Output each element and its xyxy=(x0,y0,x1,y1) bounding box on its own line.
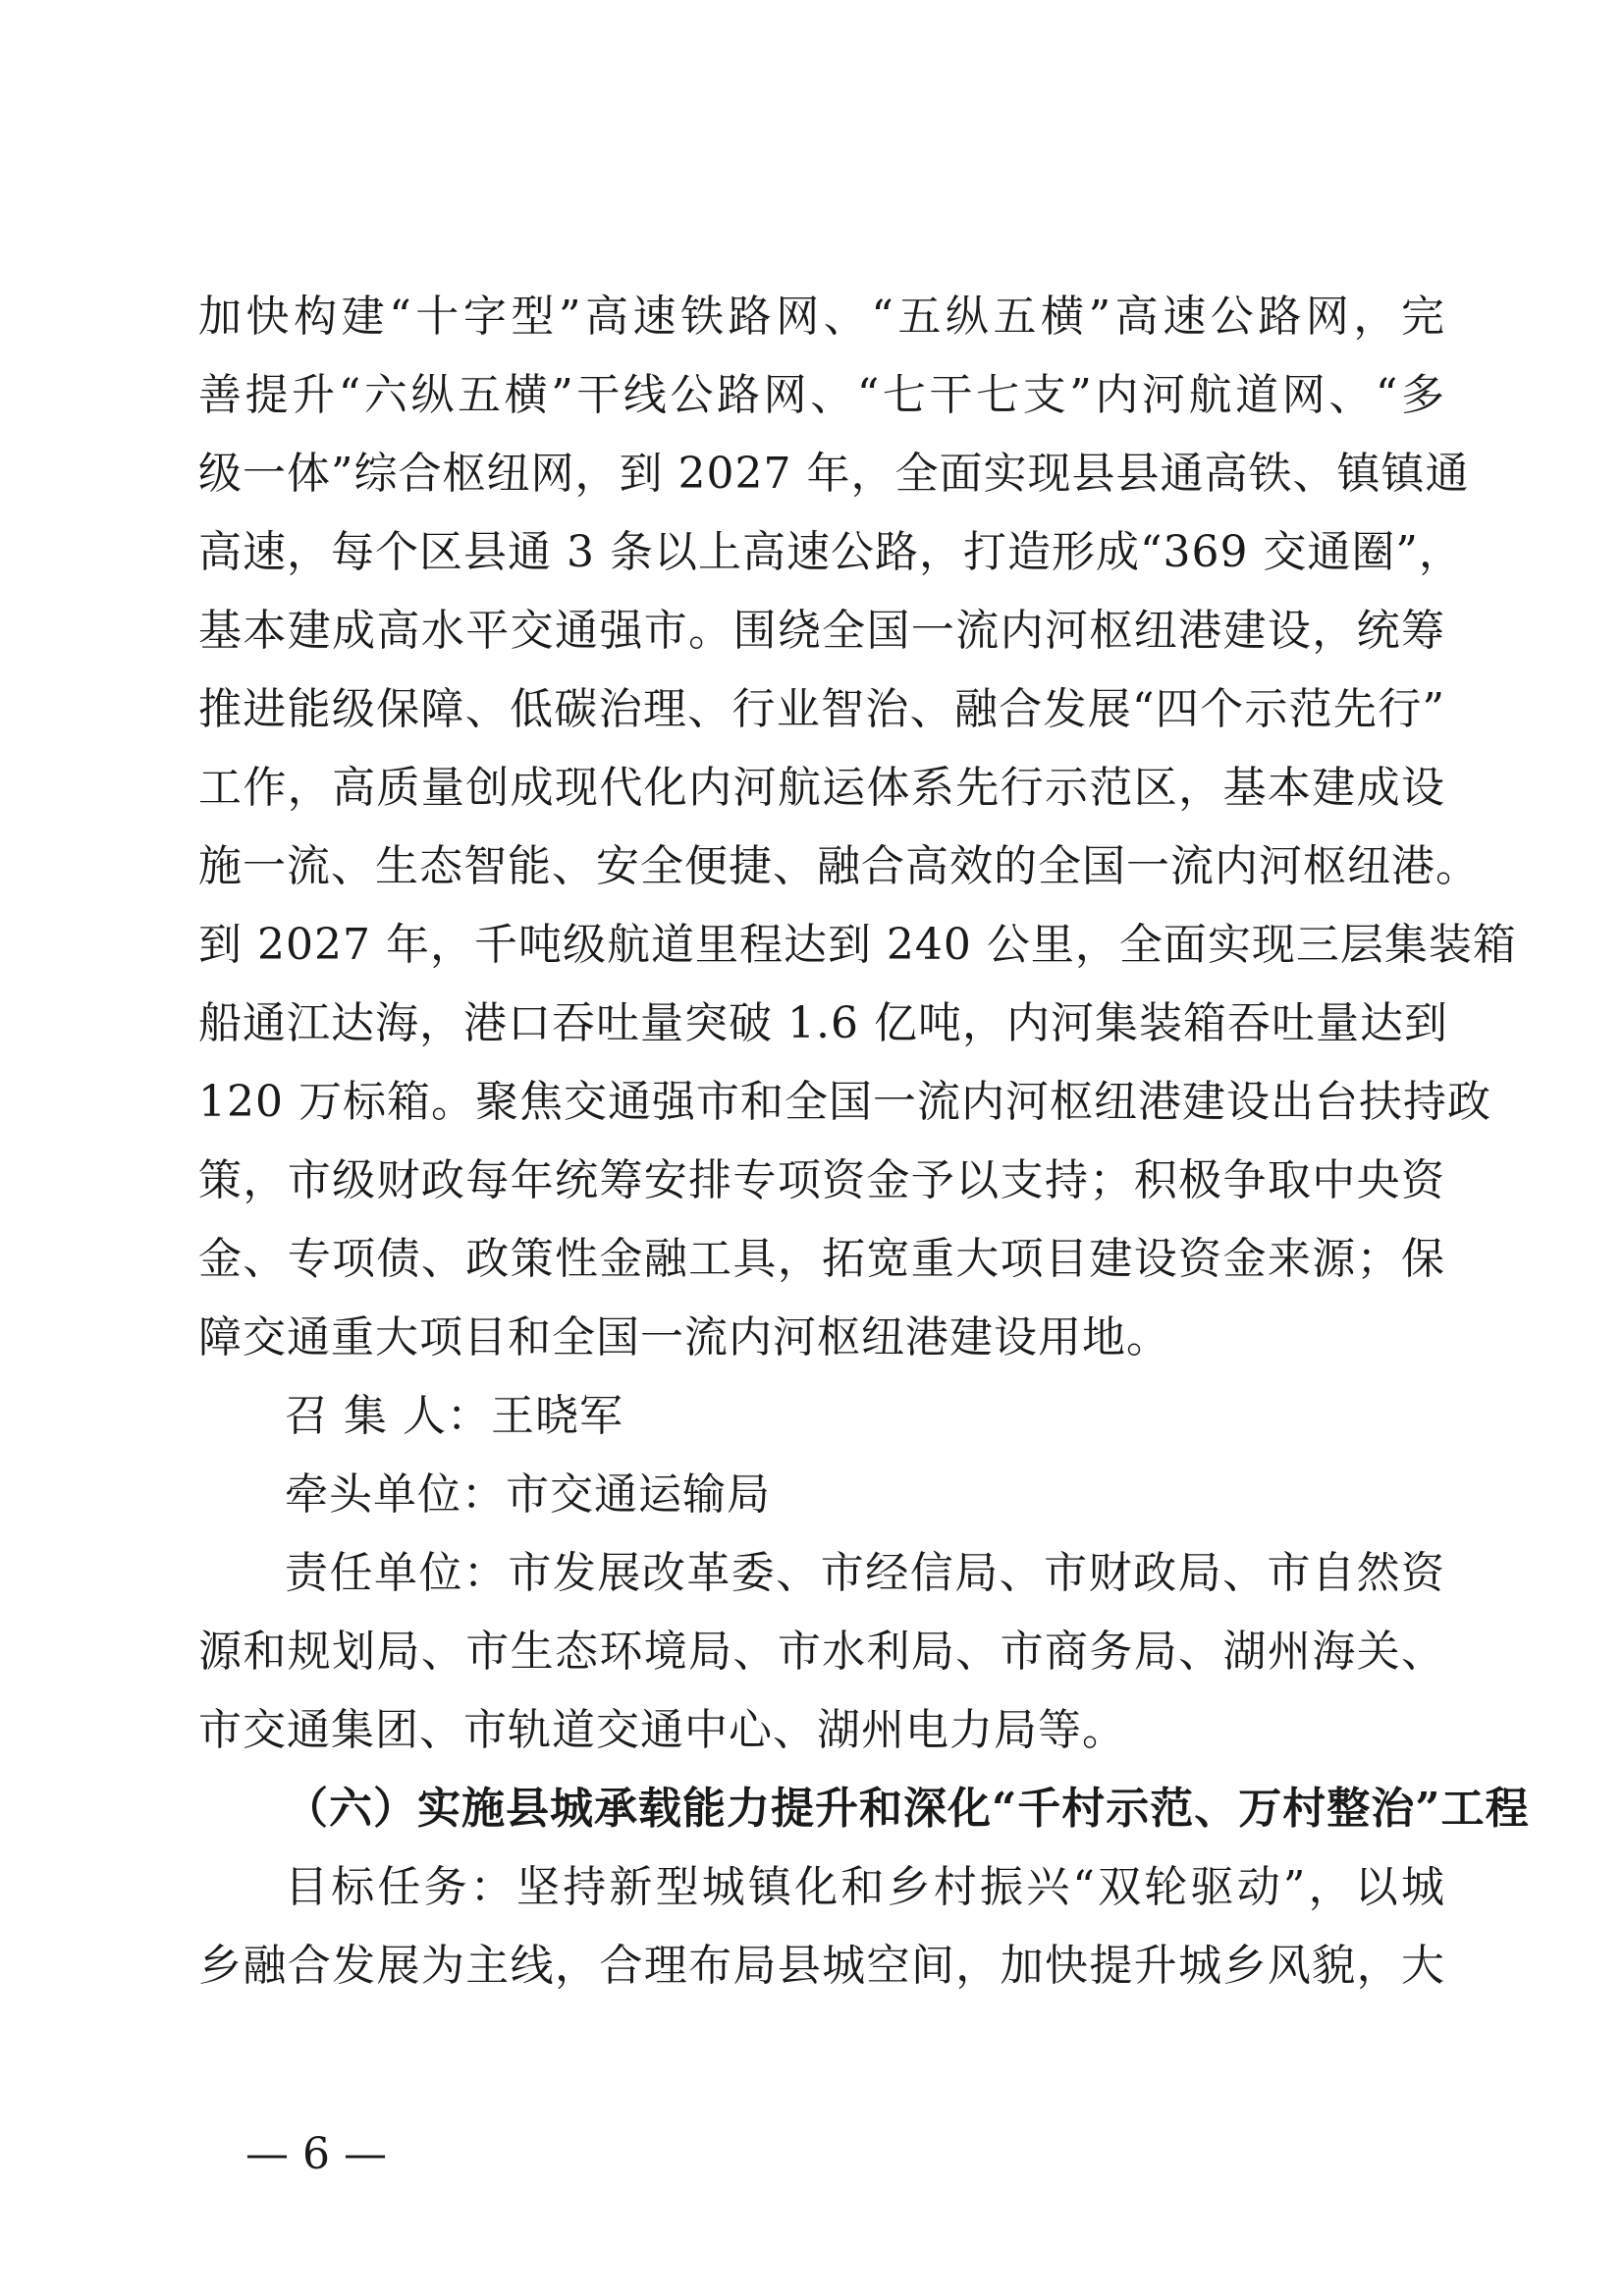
target-task-line: 目标任务：坚持新型城镇化和乡村振兴“双轮驱动”，以城 xyxy=(285,1862,1445,1912)
paragraph-line: 级一体”综合枢纽网，到 2027 年，全面实现县县通高铁、镇镇通 xyxy=(198,449,1470,499)
responsible-units-line: 责任单位：市发展改革委、市经信局、市财政局、市自然资 xyxy=(285,1548,1445,1598)
paragraph-line: 加快构建“十字型”高速铁路网、“五纵五横”高速公路网，完 xyxy=(198,292,1445,342)
paragraph-line: 施一流、生态智能、安全便捷、融合高效的全国一流内河枢纽港。 xyxy=(198,841,1480,891)
paragraph-line: 到 2027 年，千吨级航道里程达到 240 公里，全面实现三层集装箱 xyxy=(198,920,1517,970)
lead-unit-line: 牵头单位：市交通运输局 xyxy=(285,1469,771,1520)
page-number: — 6 — xyxy=(245,2129,387,2179)
responsible-units-line: 市交通集团、市轨道交通中心、湖州电力局等。 xyxy=(198,1705,1126,1755)
paragraph-line: 推进能级保障、低碳治理、行业智治、融合发展“四个示范先行” xyxy=(198,684,1445,734)
paragraph-line: 工作，高质量创成现代化内河航运体系先行示范区，基本建成设 xyxy=(198,763,1445,813)
paragraph-line: 策，市级财政每年统筹安排专项资金予以支持；积极争取中央资 xyxy=(198,1155,1445,1205)
paragraph-line: 船通江达海，港口吞吐量突破 1.6 亿吨，内河集装箱吞吐量达到 xyxy=(198,998,1448,1048)
document-page xyxy=(198,278,1530,2005)
paragraph-line: 善提升“六纵五横”干线公路网、“七干七支”内河航道网、“多 xyxy=(198,370,1445,420)
responsible-units-line: 源和规划局、市生态环境局、市水利局、市商务局、湖州海关、 xyxy=(198,1627,1445,1677)
target-task-line: 乡融合发展为主线，合理布局县城空间，加快提升城乡风貌，大 xyxy=(198,1941,1445,1991)
convener-line: 召 集 人：王晓军 xyxy=(285,1391,623,1441)
paragraph-line: 120 万标箱。聚焦交通强市和全国一流内河枢纽港建设出台扶持政 xyxy=(198,1077,1491,1127)
paragraph-line: 金、专项债、政策性金融工具，拓宽重大项目建设资金来源；保 xyxy=(198,1234,1445,1284)
paragraph-line: 基本建成高水平交通强市。围绕全国一流内河枢纽港建设，统筹 xyxy=(198,606,1445,656)
section-heading: （六）实施县城承载能力提升和深化“千村示范、万村整治”工程 xyxy=(285,1784,1530,1834)
paragraph-line: 障交通重大项目和全国一流内河枢纽港建设用地。 xyxy=(198,1312,1170,1362)
paragraph-line: 高速，每个区县通 3 条以上高速公路，打造形成“369 交通圈”， xyxy=(198,527,1463,577)
main-paragraph xyxy=(198,278,1517,1377)
responsible-units xyxy=(198,1534,1445,1770)
target-task xyxy=(198,1848,1445,2005)
